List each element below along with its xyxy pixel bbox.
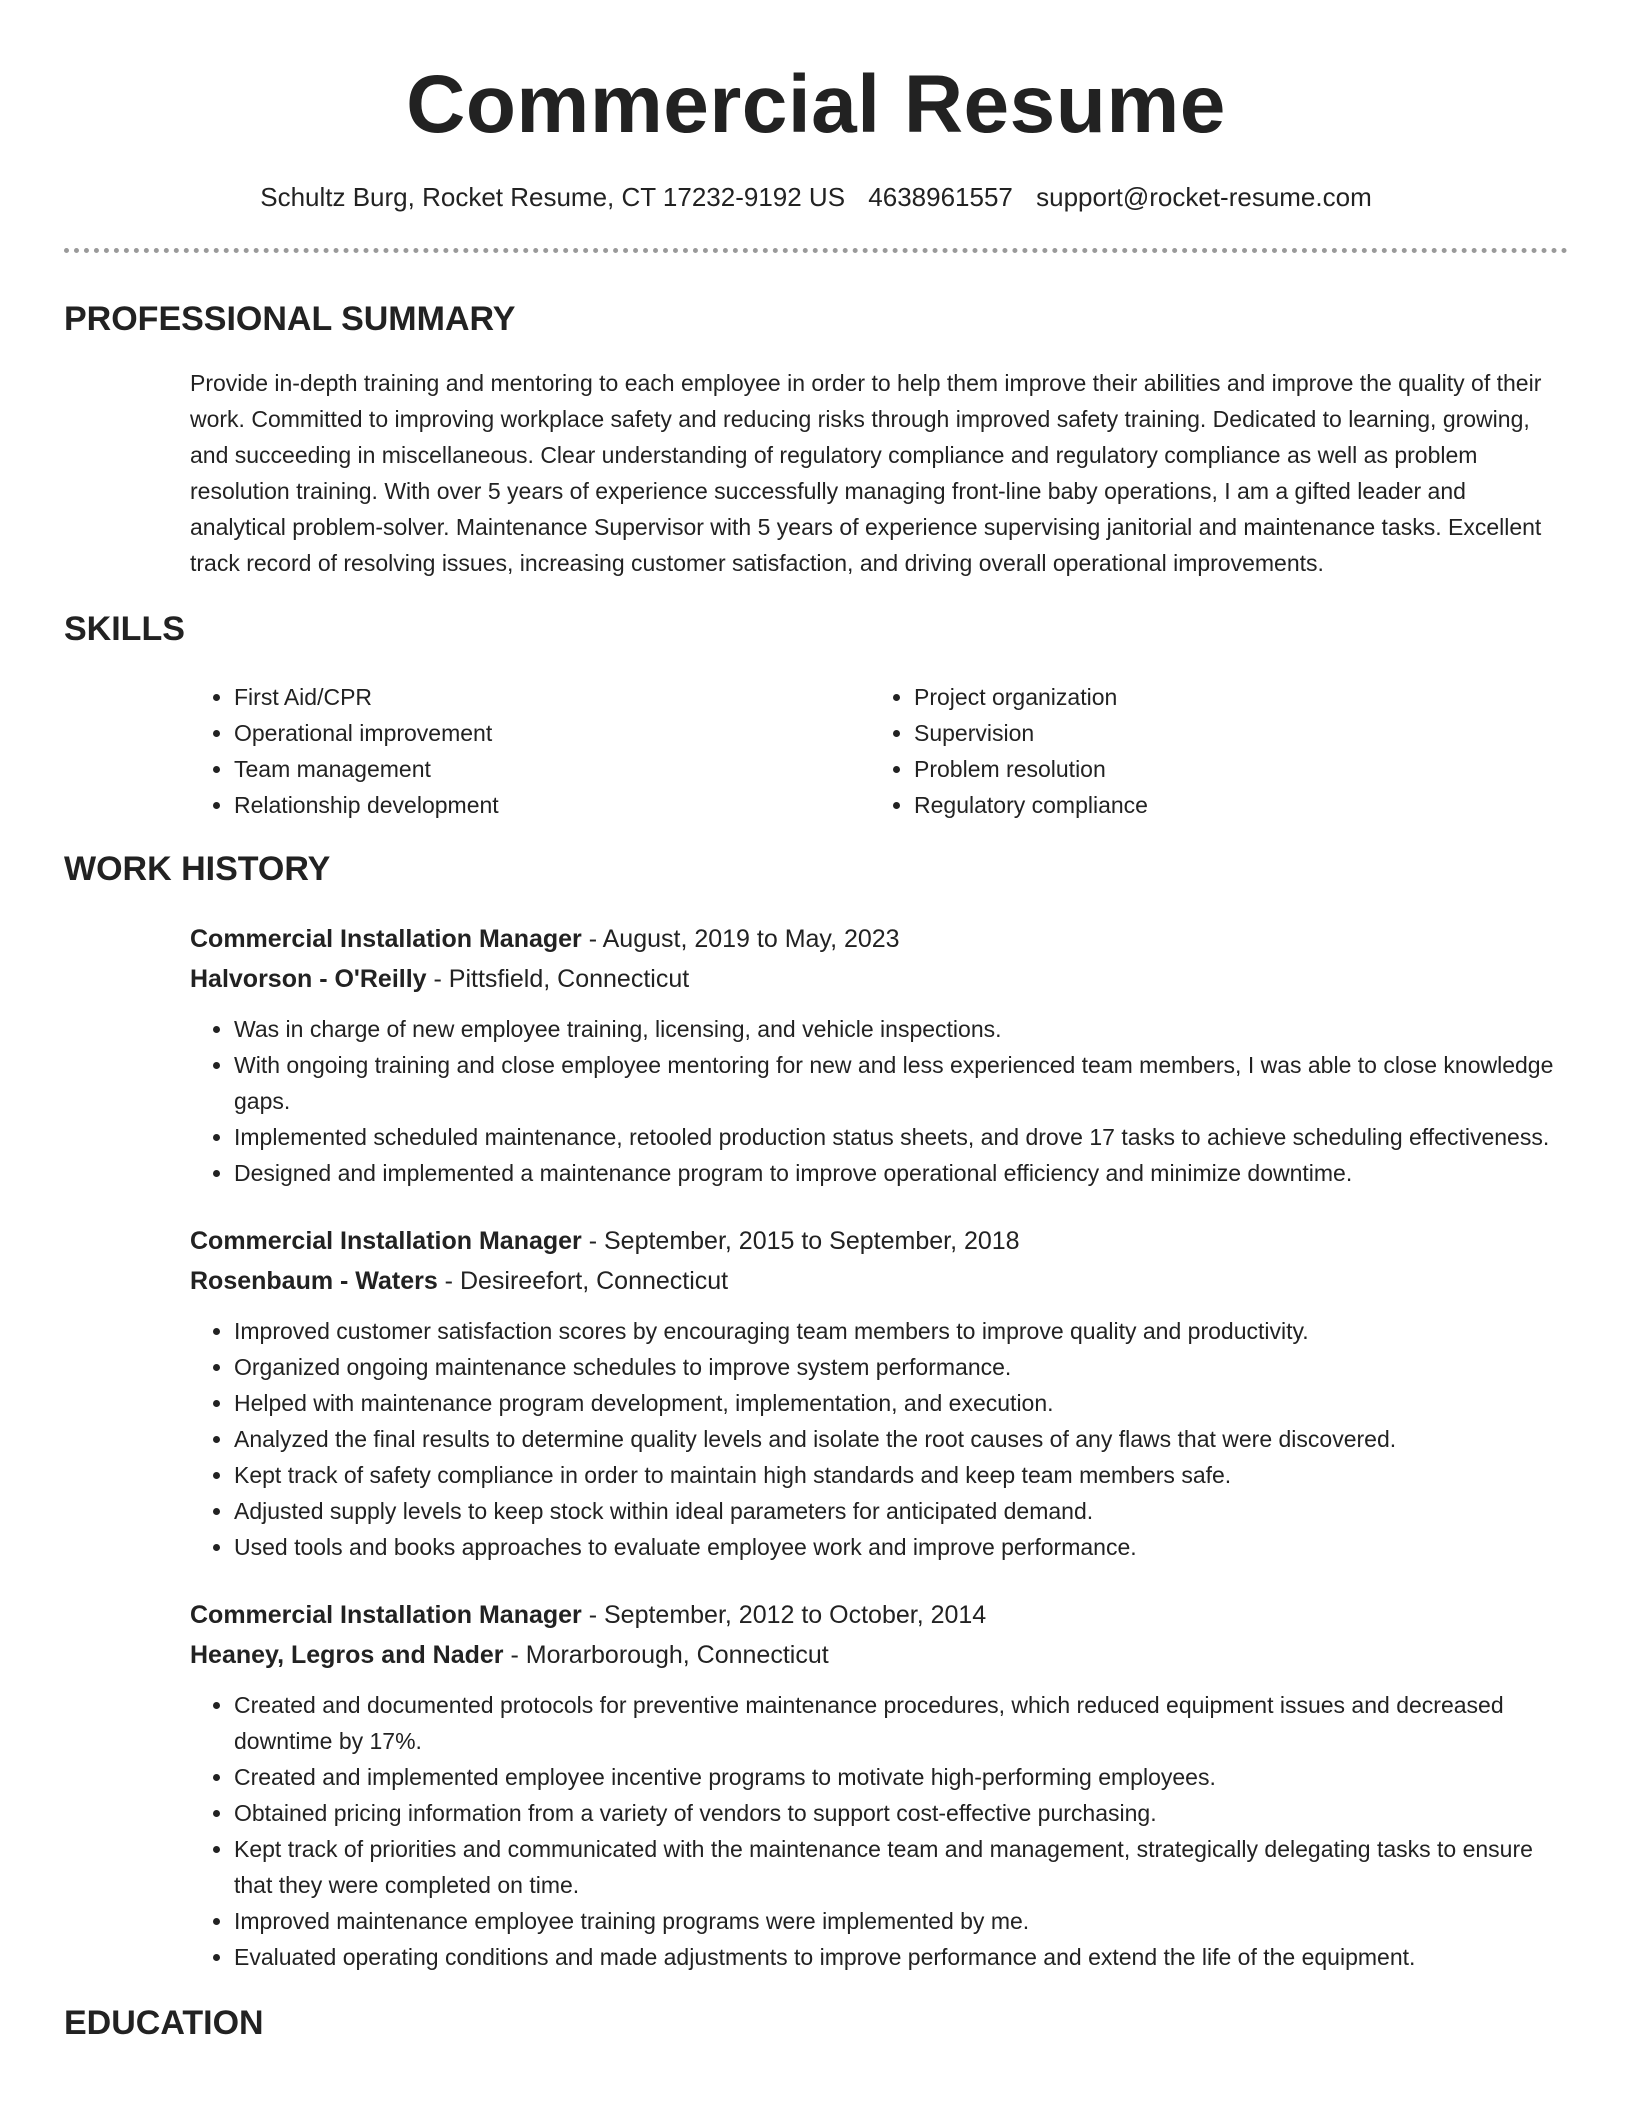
job-bullets <box>190 1313 1568 1565</box>
job-bullet: • With ongoing training and close employee mentoring for new and less experienced team members, I was able to close knowledge gaps. <box>234 1047 1568 1119</box>
job-location: - Pittsfield, Connecticut <box>426 965 690 993</box>
contact-address: Schultz Burg, Rocket Resume, CT 17232-9192 US <box>260 182 846 212</box>
job-bullet: • Improved customer satisfaction scores by encouraging team members to improve quality and productivity. <box>234 1313 1568 1349</box>
section-title-work-history: WORK HISTORY <box>64 850 331 888</box>
job-bullet: • Used tools and books approaches to evaluate employee work and improve performance. <box>234 1529 1568 1565</box>
section-title-summary: PROFESSIONAL SUMMARY <box>64 300 516 338</box>
job-bullet: • Kept track of safety compliance in order to maintain high standards and keep team members safe. <box>234 1457 1568 1493</box>
job-dates: - September, 2015 to September, 2018 <box>581 1227 1020 1255</box>
skill-item: • Operational improvement <box>234 715 870 751</box>
job-bullet: • Obtained pricing information from a variety of vendors to support cost-effective purchasing. <box>234 1795 1568 1831</box>
section-title-skills: SKILLS <box>64 610 185 648</box>
job-bullet: • Evaluated operating conditions and made adjustments to improve performance and extend the life of the equipment. <box>234 1939 1568 1975</box>
job-company-line <box>190 1261 1568 1301</box>
job-bullet: • Helped with maintenance program development, implementation, and execution. <box>234 1385 1568 1421</box>
job-bullet: • Kept track of priorities and communicated with the maintenance team and management, strategically delegating tasks to ensure that they were completed on time. <box>234 1831 1568 1903</box>
job-location: - Desireefort, Connecticut <box>437 1267 729 1295</box>
job-bullet: • Analyzed the final results to determine quality levels and isolate the root causes of any flaws that were discovered. <box>234 1421 1568 1457</box>
job-company: Rosenbaum - Waters <box>190 1267 438 1295</box>
job-role: Commercial Installation Manager <box>190 1601 582 1629</box>
resume-page <box>64 0 1568 2045</box>
skills-list-left <box>190 679 870 823</box>
contact-email: support@rocket-resume.com <box>1036 182 1372 212</box>
job-bullets <box>190 1687 1568 1975</box>
job-company-line <box>190 959 1568 999</box>
skill-item: • Team management <box>234 751 870 787</box>
job-title-line <box>190 1595 1568 1635</box>
job-title-line <box>190 919 1568 959</box>
header-divider <box>64 248 1568 253</box>
summary-text: Provide in-depth training and mentoring to each employee in order to help them improve their abilities and improve the quality of their work. Committed to improving workplace safety and reducing risks through improved safety training. Dedicated to learning, growing, and succeeding in miscellaneous. Clear understanding of regulatory compliance and regulatory compliance as well as problem resolution training. With over 5 years of experience successfully managing front-line baby operations, I am a gifted leader and analytical problem-solver. Maintenance Supervisor with 5 years of experience supervising janitorial and maintenance tasks. Excellent track record of resolving issues, increasing customer satisfaction, and driving overall operational improvements. <box>190 370 1542 576</box>
job-dates: - August, 2019 to May, 2023 <box>581 925 900 953</box>
contact-phone: 4638961557 <box>868 182 1013 212</box>
skill-item: • Project organization <box>914 679 1550 715</box>
skill-item: • Relationship development <box>234 787 870 823</box>
job-title-line <box>190 1221 1568 1261</box>
skill-item: • First Aid/CPR <box>234 679 870 715</box>
job-entry <box>190 1595 1568 1975</box>
job-company-line <box>190 1635 1568 1675</box>
section-title-education: EDUCATION <box>64 2004 264 2042</box>
contact-line <box>64 180 1568 214</box>
job-bullet: • Organized ongoing maintenance schedules to improve system performance. <box>234 1349 1568 1385</box>
job-company: Heaney, Legros and Nader <box>190 1641 504 1669</box>
job-bullet: • Implemented scheduled maintenance, retooled production status sheets, and drove 17 tasks to achieve scheduling effectiveness. <box>234 1119 1568 1155</box>
job-entry <box>190 919 1568 1191</box>
job-bullet: • Was in charge of new employee training, licensing, and vehicle inspections. <box>234 1011 1568 1047</box>
job-dates: - September, 2012 to October, 2014 <box>581 1601 987 1629</box>
job-bullet: • Created and documented protocols for preventive maintenance procedures, which reduced equipment issues and decreased downtime by 17%. <box>234 1687 1568 1759</box>
skill-item: • Supervision <box>914 715 1550 751</box>
job-role: Commercial Installation Manager <box>190 925 582 953</box>
skills-grid <box>190 679 1568 823</box>
job-location: - Morarborough, Connecticut <box>503 1641 829 1669</box>
job-entry <box>190 1221 1568 1565</box>
job-role: Commercial Installation Manager <box>190 1227 582 1255</box>
skills-list-right <box>870 679 1550 823</box>
job-bullet: • Adjusted supply levels to keep stock within ideal parameters for anticipated demand. <box>234 1493 1568 1529</box>
job-company: Halvorson - O'Reilly <box>190 965 427 993</box>
job-bullet: • Designed and implemented a maintenance program to improve operational efficiency and minimize downtime. <box>234 1155 1568 1191</box>
job-bullets <box>190 1011 1568 1191</box>
skill-item: • Problem resolution <box>914 751 1550 787</box>
resume-name: Commercial Resume <box>406 59 1226 150</box>
job-bullet: • Created and implemented employee incentive programs to motivate high-performing employees. <box>234 1759 1568 1795</box>
job-bullet: • Improved maintenance employee training programs were implemented by me. <box>234 1903 1568 1939</box>
skill-item: • Regulatory compliance <box>914 787 1550 823</box>
